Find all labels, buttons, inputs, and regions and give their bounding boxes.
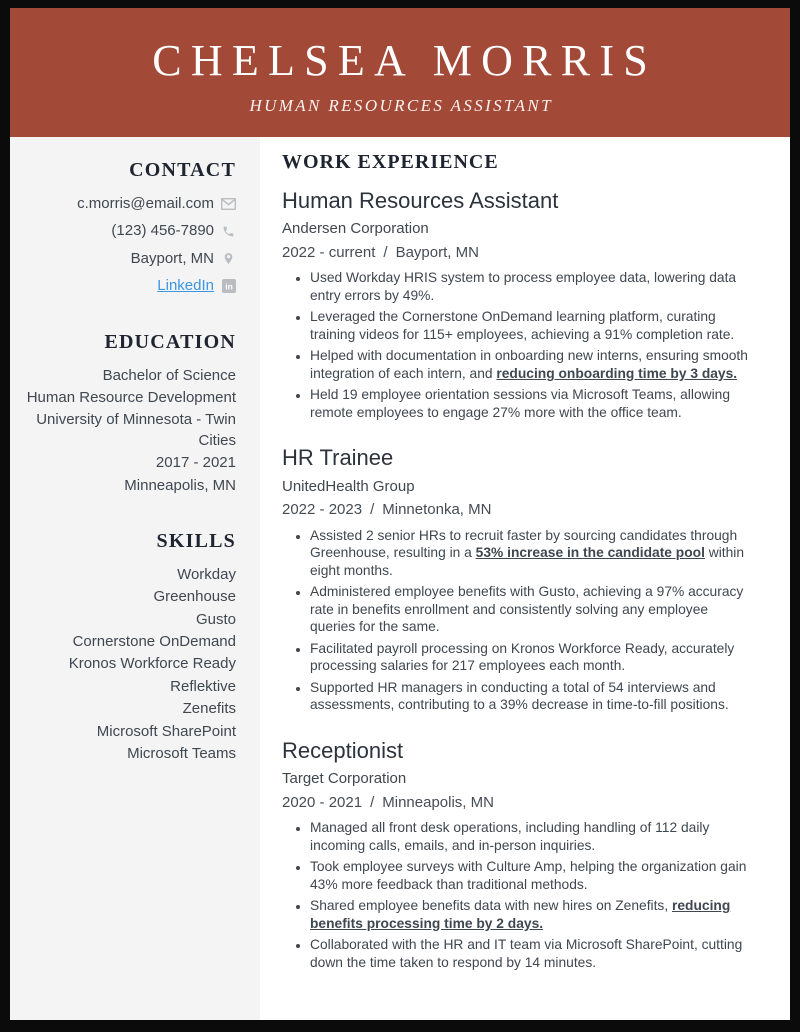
bullet-text: Assisted 2 senior HRs to recruit faster by sourcing candidates through Greenhouse, resulting in a [310, 527, 738, 561]
bullet-item [310, 640, 752, 675]
contact-list [24, 194, 236, 297]
bullet-emphasis-text: 53% increase in the candidate pool [475, 545, 705, 561]
job-bullets [282, 269, 752, 421]
job-company: Target Corporation [282, 770, 407, 788]
contact-item [24, 221, 236, 241]
bullet-item [310, 527, 752, 580]
bullet-text: Helped with documentation in onboarding new interns, ensuring smooth integration of each intern, and [310, 348, 748, 381]
skill-item: Microsoft SharePoint [96, 722, 236, 740]
job-bullets [282, 819, 752, 971]
bullet-item [310, 308, 752, 343]
skill-item: Kronos Workforce Ready [68, 655, 236, 673]
bullet-item [310, 269, 752, 304]
bullet-text: Shared employee benefits data with new hires on Zenefits, [310, 898, 672, 914]
job-dateline [282, 243, 752, 263]
job-location: Minneapolis, MN [382, 793, 494, 811]
bullet-text: Facilitated payroll processing on Kronos Workforce Ready, accurately processing salaries for 217 employees each month. [310, 640, 735, 674]
date-separator: / [370, 793, 375, 811]
education-section [24, 331, 236, 496]
job-dates: 2022 - 2023 [282, 501, 363, 519]
skill-item: Reflektive [170, 677, 236, 695]
work-experience-heading: WORK EXPERIENCE [282, 151, 499, 173]
job-title: Receptionist [282, 737, 404, 763]
bullet-text: Collaborated with the HR and IT team via Microsoft SharePoint, cutting down the time taken to respond by 14 minutes. [310, 937, 743, 970]
bullet-item [310, 386, 752, 421]
bullet-item [310, 583, 752, 636]
job-company: UnitedHealth Group [282, 477, 415, 495]
job-bullets [282, 527, 752, 714]
contact-section [24, 159, 236, 297]
contact-item [24, 276, 236, 296]
job-dates: 2020 - 2021 [282, 793, 363, 811]
contact-heading: CONTACT [129, 159, 236, 181]
contact-item [24, 249, 236, 269]
contact-text: (123) 456-7890 [111, 222, 214, 240]
bullet-emphasis-text: reducing benefits processing time by 2 days. [310, 898, 731, 931]
bullet-text: Supported HR managers in conducting a total of 54 interviews and assessments, contributing to a 39% decrease in time-to-fill positions. [310, 679, 729, 713]
date-separator: / [383, 243, 388, 261]
svg-text:in: in [224, 281, 233, 292]
job-dateline [282, 500, 752, 520]
contact-text: Bayport, MN [130, 249, 214, 267]
skill-item: Workday [177, 565, 236, 583]
education-line: Bachelor of Science [102, 366, 236, 384]
education-heading: EDUCATION [104, 330, 236, 353]
bullet-text: Managed all front desk operations, including handling of 112 daily incoming calls, emails, and in-person inquiries. [310, 820, 710, 853]
job-location: Minnetonka, MN [382, 501, 492, 519]
bullet-item [310, 347, 752, 382]
skill-item: Microsoft Teams [127, 745, 236, 763]
bullet-item [310, 858, 752, 893]
bullet-text: Held 19 employee orientation sessions via Microsoft Teams, allowing remote employees to engage 27% more with the office team. [310, 387, 730, 420]
job-dateline [282, 793, 752, 813]
bullet-text: within eight months. [310, 545, 745, 578]
job-title: Human Resources Assistant [282, 188, 559, 213]
resume-header [10, 8, 790, 137]
job-title: HR Trainee [282, 445, 394, 471]
date-separator: / [370, 501, 375, 519]
person-name: CHELSEA MORRIS [152, 36, 657, 85]
linkedin-icon [221, 279, 236, 294]
linkedin-link[interactable]: LinkedIn [157, 277, 214, 295]
location-pin-icon [221, 251, 236, 266]
main-content [260, 137, 790, 1020]
skills-heading: SKILLS [156, 529, 236, 552]
skill-item: Cornerstone OnDemand [72, 633, 236, 651]
bullet-item [310, 679, 752, 714]
bullet-text: Administered employee benefits with Gusto, achieving a 97% accuracy rate in benefits enrollment and consistently solving any employee queries for the same. [310, 584, 744, 635]
skill-item: Gusto [195, 610, 236, 628]
job-company: Andersen Corporation [282, 220, 429, 238]
education-line: University of Minnesota - Twin Cities [36, 411, 236, 449]
bullet-item [310, 897, 752, 932]
skills-list [24, 565, 236, 765]
bullet-emphasis-text: reducing onboarding time by 3 days. [496, 365, 738, 381]
sidebar [10, 137, 260, 1020]
job-section [282, 188, 752, 421]
job-section [282, 738, 752, 971]
bullet-text: Took employee surveys with Culture Amp, helping the organization gain 43% more feedback than traditional methods. [310, 859, 747, 892]
bullet-text: Used Workday HRIS system to process employee data, lowering data entry errors by 49%. [310, 270, 737, 303]
skill-item: Greenhouse [153, 588, 236, 606]
education-list [24, 366, 236, 496]
content-columns [10, 137, 790, 1020]
envelope-icon [221, 197, 236, 212]
contact-item [24, 194, 236, 214]
bullet-text: Leveraged the Cornerstone OnDemand learning platform, curating training videos for 115+ employees, achieving a 91% completion rate. [310, 309, 735, 342]
skill-item: Zenefits [182, 700, 236, 718]
job-location: Bayport, MN [395, 243, 479, 261]
skills-section [24, 530, 236, 765]
bullet-item [310, 819, 752, 854]
education-line: Minneapolis, MN [124, 476, 236, 494]
job-section [282, 445, 752, 713]
contact-text: c.morris@email.com [77, 195, 214, 212]
jobs-container [282, 188, 752, 971]
phone-icon [221, 224, 236, 239]
education-line: 2017 - 2021 [155, 454, 236, 472]
person-title: HUMAN RESOURCES ASSISTANT [249, 96, 553, 116]
bullet-item [310, 936, 752, 971]
job-dates: 2022 - current [282, 243, 376, 261]
education-line: Human Resource Development [26, 388, 236, 406]
